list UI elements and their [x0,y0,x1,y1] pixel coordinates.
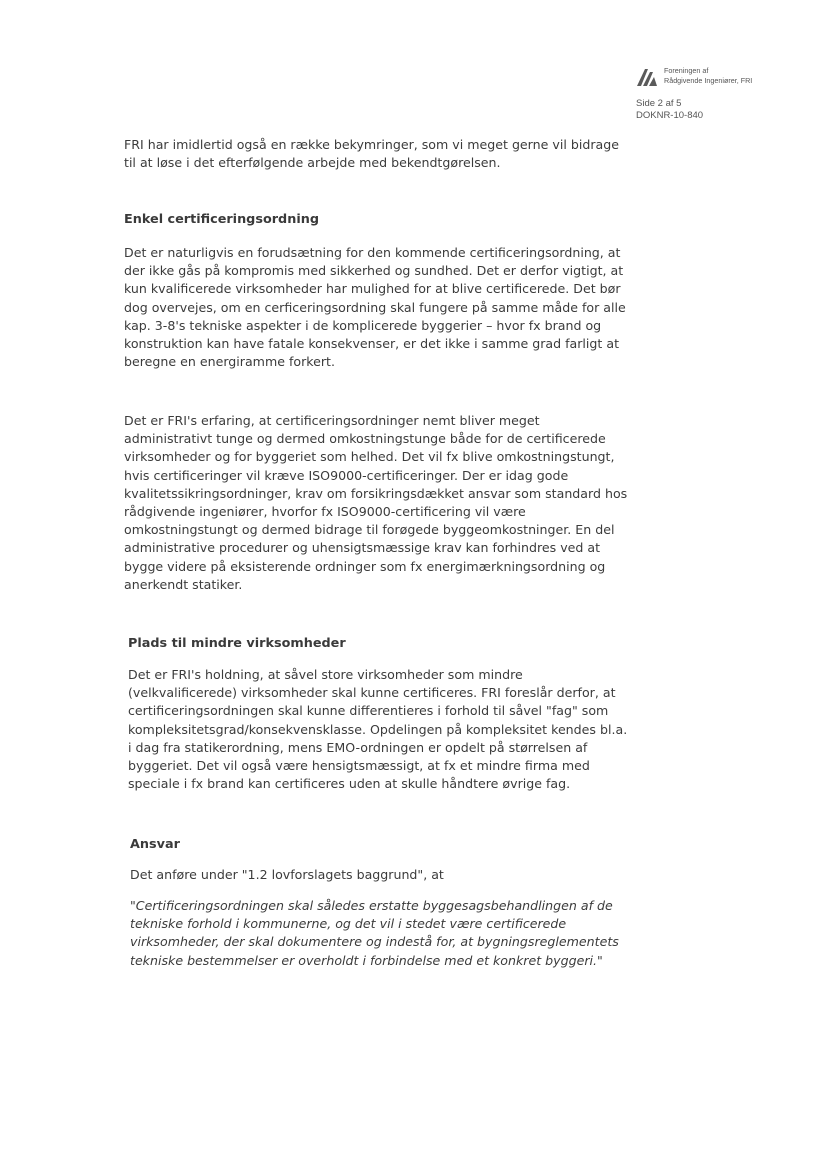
org-name [664,66,752,86]
text-line: FRI har imidlertid også en række bekymringer, som vi meget gerne vil bidrage [124,137,619,152]
text-line: Det er FRI's holdning, at såvel store virksomheder som mindre [128,667,523,682]
text-line: dog overvejes, om en cerficeringsordning skal fungere på samme måde for alle [124,299,626,315]
text-line: kvalitetssikringsordninger, krav om forsikringsdækket ansvar som standard hos [124,485,628,501]
text-line: i dag fra statikerordning, mens EMO-ordningen er opdelt på størrelsen af [128,739,588,755]
text-line: omkostningstungt og dermed bidrage til forøgede byggeomkostninger. En del [124,522,615,538]
quote-line: "Certificeringsordningen skal således erstatte byggesagsbehandlingen af de [130,898,613,913]
document-meta [636,98,703,122]
text-line: hvis certificeringer vil kræve ISO9000-certificeringer. Der er idag gode [124,467,569,483]
quote-line: tekniske forhold i kommunerne, og det vil i stedet være certificerede [130,916,567,932]
text-line: speciale i fx brand kan certificeres uden at skulle håndtere øvrige fag. [128,776,571,792]
text-line: Det anføre under "1.2 lovforslagets baggrund", at [130,867,444,882]
text-line: kap. 3-8's tekniske aspekter i de komplicerede byggerier – hvor fx brand og [124,317,602,333]
text-line: virksomheder og for byggeriet som helhed. Det vil fx blive omkostningstungt, [124,449,615,465]
text-line: anerkendt statiker. [124,576,243,592]
text-line: administrative procedurer og uhensigtsmæssige krav kan forhindres ved at [124,540,601,556]
org-name-line2: Rådgivende Ingeniører, FRI [664,76,753,85]
section-heading-enkel-certificering: Enkel certificeringsordning [124,212,319,227]
text-line: bygge videre på eksisterende ordninger som fx energimærkningsordning og [124,558,606,574]
quote-line: tekniske bestemmelser er overholdt i forbindelse med et konkret byggeri." [130,952,603,968]
text-line: rådgivende ingeniører, hvorfor fx ISO9000-certificering vil være [124,504,526,520]
text-line: der ikke gås på kompromis med sikkerhed og sundhed. Det er derfor vigtigt, at [124,263,624,279]
intro-paragraph [124,136,619,172]
text-line: beregne en energiramme forkert. [124,354,335,370]
fri-logo-icon [636,65,660,87]
page-number: Side 2 af 5 [636,98,682,109]
text-line: certificeringsordningen skal kunne differentieres i forhold til såvel "fag" som [128,703,609,719]
document-reference: DOKNR-10-840 [636,110,704,121]
section1-paragraph-1 [124,244,626,371]
section1-paragraph-2 [124,412,627,594]
text-line: kun kvalificerede virksomheder har mulighed for at blive certificerede. Det bør [124,281,621,297]
text-line: kompleksitetsgrad/konsekvensklasse. Opdelingen på kompleksitet kendes bl.a. [128,721,628,737]
text-line: administrativt tunge og dermed omkostningstunge både for de certificerede [124,431,606,447]
text-line: (velkvalificerede) virksomheder skal kunne certificeres. FRI foreslår derfor, at [128,685,616,701]
text-line: til at løse i det efterfølgende arbejde med bekendtgørelsen. [124,155,501,171]
org-name-line1: Foreningen af [664,66,709,75]
text-line: konstruktion kan have fatale konsekvenser, er det ikke i samme grad farligt at [124,336,620,352]
section3-quote [130,897,619,970]
fri-logo [636,63,786,91]
section2-paragraph [128,666,627,793]
section3-intro [130,866,444,884]
text-line: byggeriet. Det vil også være hensigtsmæssigt, at fx et mindre firma med [128,758,590,774]
text-line: Det er naturligvis en forudsætning for den kommende certificeringsordning, at [124,245,621,260]
quote-line: virksomheder, der skal dokumentere og indestå for, at bygningsreglementets [130,934,619,950]
section-heading-ansvar: Ansvar [130,837,180,852]
text-line: Det er FRI's erfaring, at certificeringsordninger nemt bliver meget [124,413,540,428]
section-heading-plads-til-mindre: Plads til mindre virksomheder [128,636,346,651]
